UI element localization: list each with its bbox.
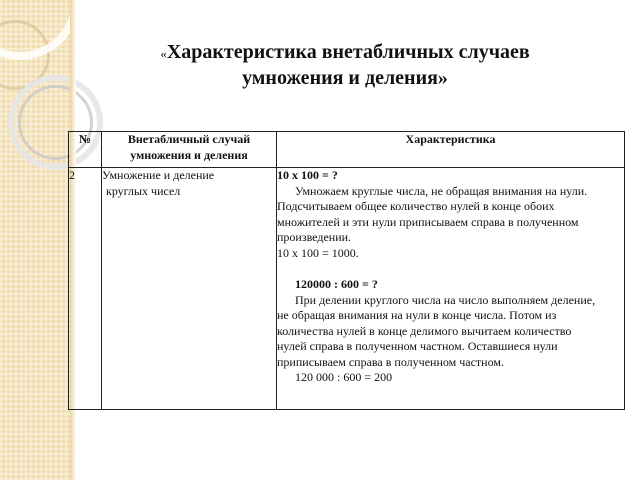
rule-division-line-4: нулей справа в полученном частном. Оставшиеся нули — [277, 339, 558, 353]
rule-multiplication-line-3: множителей и эти нули приписываем справа в полученном — [277, 214, 579, 229]
case-line-1: Умножение и деление — [102, 168, 215, 182]
example-multiplication: 10 x 100 = ? — [277, 168, 338, 182]
table-row — [69, 168, 625, 410]
header-description: Характеристика — [277, 132, 625, 168]
decorative-ring — [0, 0, 80, 60]
rule-division-line-5: приписываем справа в полученном частном. — [277, 354, 504, 369]
row-case — [102, 168, 277, 410]
header-number: № — [69, 132, 102, 168]
header-case: Внетабличный случай умножения и деления — [102, 132, 277, 168]
rule-division-line-2: не обращая внимания на нули в конце числа. Потом из — [277, 308, 557, 322]
row-number: 2 — [69, 168, 102, 410]
rule-multiplication-line-1: Умножаем круглые числа, не обращая внимания на нули. — [295, 183, 588, 198]
rule-division-line-3: количества нулей в конце делимого вычитаем количество — [277, 323, 572, 338]
case-line-2: круглых чисел — [106, 183, 181, 198]
decorative-side-strip — [0, 0, 71, 480]
answer-multiplication: 10 х 100 = 1000. — [277, 245, 359, 260]
rule-multiplication-line-4: произведении. — [277, 230, 352, 244]
example-division: 120000 : 600 = ? — [295, 277, 378, 291]
answer-division: 120 000 : 600 = 200 — [295, 370, 393, 384]
title-open-quote: « — [160, 46, 167, 61]
slide-title — [110, 40, 580, 90]
characteristics-table — [68, 131, 625, 410]
rule-multiplication-line-2: Подсчитываем общее количество нулей в конце обоих — [277, 199, 555, 213]
table-header-row — [69, 132, 625, 168]
title-line-1: Характеристика внетабличных случаев — [166, 41, 530, 63]
paragraph-gap — [277, 261, 624, 277]
row-description — [277, 168, 625, 410]
title-line-2: умножения и деления» — [242, 67, 448, 89]
rule-division-line-1: При делении круглого числа на число выполняем деление, — [295, 292, 596, 307]
